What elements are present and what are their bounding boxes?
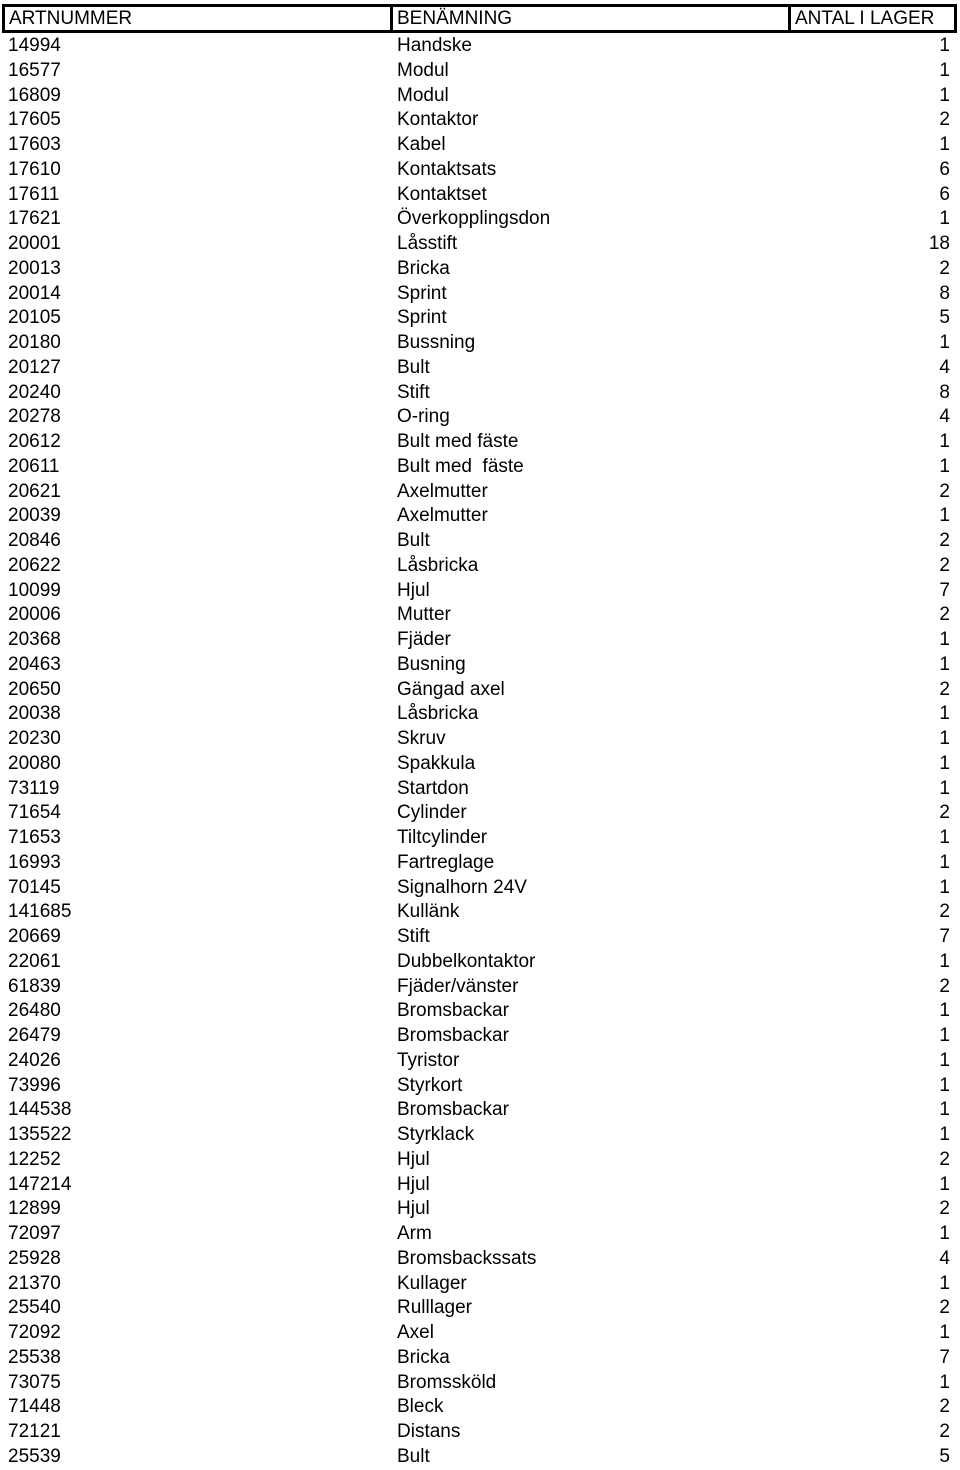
table-row	[0, 1247, 960, 1272]
table-row	[0, 876, 960, 901]
antal-cell: 4	[939, 356, 950, 378]
antal-cell: 2	[939, 802, 950, 824]
table-row	[0, 1445, 960, 1470]
artnummer-cell: 20013	[8, 257, 61, 279]
antal-cell: 2	[939, 554, 950, 576]
artnummer-cell: 26479	[8, 1025, 61, 1046]
artnummer-cell: 144538	[8, 1099, 72, 1121]
antal-cell: 2	[939, 1297, 950, 1319]
table-row	[0, 504, 960, 529]
artnummer-cell: 25538	[8, 1346, 61, 1368]
antal-cell: 1	[939, 851, 950, 873]
antal-cell: 1	[939, 950, 950, 972]
antal-cell: 2	[939, 480, 950, 502]
artnummer-cell: 20463	[8, 653, 61, 675]
table-row	[0, 727, 960, 752]
table-row	[0, 1123, 960, 1148]
table-row	[0, 702, 960, 727]
antal-cell: 2	[939, 530, 950, 551]
artnummer-cell: 17611	[8, 183, 60, 205]
artnummer-cell: 20038	[8, 703, 61, 725]
benamning-cell: Axelmutter	[397, 505, 488, 527]
benamning-cell: Sprint	[397, 307, 447, 329]
artnummer-cell: 20622	[8, 554, 61, 576]
antal-cell: 1	[939, 752, 950, 774]
table-row	[0, 1098, 960, 1123]
antal-cell: 4	[939, 406, 950, 428]
benamning-cell: Busning	[397, 653, 466, 675]
table-row	[0, 207, 960, 232]
table-row	[0, 183, 960, 208]
table-row	[0, 282, 960, 307]
benamning-cell: Modul	[397, 84, 449, 106]
antal-cell: 4	[939, 1247, 950, 1269]
benamning-cell: Överkopplingsdon	[397, 208, 551, 230]
artnummer-cell: 72092	[8, 1322, 61, 1343]
artnummer-cell: 20368	[8, 629, 61, 650]
antal-cell: 1	[939, 876, 950, 898]
antal-cell: 1	[939, 1049, 950, 1071]
antal-cell: 2	[939, 678, 950, 700]
artnummer-cell: 71448	[8, 1396, 61, 1418]
artnummer-cell: 61839	[8, 975, 61, 997]
table-row	[0, 603, 960, 628]
table-row	[0, 84, 960, 109]
artnummer-cell: 71653	[8, 827, 61, 848]
benamning-cell: Hjul	[397, 1198, 430, 1220]
artnummer-cell: 12252	[8, 1148, 61, 1170]
antal-cell: 2	[939, 109, 950, 131]
table-row	[0, 950, 960, 975]
artnummer-cell: 20039	[8, 505, 61, 527]
antal-cell: 2	[939, 1198, 950, 1220]
header-antal-i-lager: ANTAL I LAGER	[791, 7, 954, 30]
table-row	[0, 1395, 960, 1420]
antal-cell: 2	[939, 1148, 950, 1170]
artnummer-cell: 25928	[8, 1247, 61, 1269]
artnummer-cell: 72121	[8, 1421, 61, 1442]
artnummer-cell: 20006	[8, 604, 61, 626]
antal-cell: 1	[939, 431, 950, 452]
benamning-cell: Sprint	[397, 282, 447, 304]
table-row	[0, 306, 960, 331]
table-row	[0, 356, 960, 381]
table-row	[0, 1024, 960, 1049]
artnummer-cell: 20080	[8, 752, 61, 774]
table-row	[0, 158, 960, 183]
antal-cell: 2	[939, 1421, 950, 1442]
table-row	[0, 257, 960, 282]
table-row	[0, 1049, 960, 1074]
artnummer-cell: 20612	[8, 431, 61, 452]
antal-cell: 1	[939, 1000, 950, 1022]
benamning-cell: Bult med fäste	[397, 431, 519, 452]
table-row	[0, 628, 960, 653]
benamning-cell: Kabel	[397, 134, 446, 155]
table-row	[0, 1321, 960, 1346]
table-row	[0, 925, 960, 950]
table-row	[0, 133, 960, 158]
table-header	[2, 4, 957, 33]
artnummer-cell: 16993	[8, 851, 61, 873]
antal-cell: 1	[939, 505, 950, 527]
antal-cell: 1	[939, 1025, 950, 1046]
antal-cell: 6	[939, 183, 950, 205]
table-row	[0, 975, 960, 1000]
antal-cell: 5	[939, 307, 950, 329]
table-row	[0, 579, 960, 604]
benamning-cell: Startdon	[397, 777, 469, 799]
artnummer-cell: 20230	[8, 728, 61, 749]
antal-cell: 6	[939, 158, 950, 180]
benamning-cell: Stift	[397, 381, 430, 403]
benamning-cell: Hjul	[397, 1148, 430, 1170]
artnummer-cell: 71654	[8, 802, 61, 824]
benamning-cell: O-ring	[397, 406, 450, 428]
table-row	[0, 480, 960, 505]
table-row	[0, 59, 960, 84]
antal-cell: 1	[939, 728, 950, 749]
antal-cell: 1	[939, 1074, 950, 1096]
antal-cell: 1	[939, 332, 950, 353]
table-row	[0, 801, 960, 826]
table-row	[0, 900, 960, 925]
benamning-cell: Distans	[397, 1421, 461, 1442]
benamning-cell: Stift	[397, 926, 430, 947]
artnummer-cell: 17603	[8, 134, 61, 155]
table-row	[0, 381, 960, 406]
benamning-cell: Arm	[397, 1223, 432, 1244]
antal-cell: 2	[939, 901, 950, 923]
antal-cell: 7	[939, 579, 950, 601]
antal-cell: 1	[939, 1173, 950, 1195]
benamning-cell: Kontaktsats	[397, 158, 497, 180]
benamning-cell: Skruv	[397, 728, 446, 749]
benamning-cell: Gängad axel	[397, 678, 505, 700]
header-artnummer: ARTNUMMER	[5, 7, 390, 30]
artnummer-cell: 17610	[8, 158, 61, 180]
artnummer-cell: 73996	[8, 1074, 61, 1096]
header-benamning: BENÄMNING	[393, 7, 788, 30]
antal-cell: 5	[939, 1445, 950, 1467]
artnummer-cell: 25539	[8, 1445, 61, 1467]
antal-cell: 7	[939, 1346, 950, 1368]
antal-cell: 1	[939, 703, 950, 725]
table-row	[0, 1420, 960, 1445]
benamning-cell: Modul	[397, 59, 449, 81]
artnummer-cell: 70145	[8, 876, 61, 898]
artnummer-cell: 147214	[8, 1173, 72, 1195]
benamning-cell: Låsstift	[397, 233, 458, 254]
table-row	[0, 1346, 960, 1371]
table-row	[0, 777, 960, 802]
benamning-cell: Fartreglage	[397, 851, 495, 873]
antal-cell: 2	[939, 604, 950, 626]
table-row	[0, 108, 960, 133]
table-row	[0, 1074, 960, 1099]
artnummer-cell: 20621	[8, 480, 61, 502]
table-row	[0, 826, 960, 851]
antal-cell: 1	[939, 134, 950, 155]
antal-cell: 1	[939, 455, 950, 477]
table-row	[0, 752, 960, 777]
benamning-cell: Bult	[397, 1445, 430, 1467]
artnummer-cell: 12899	[8, 1198, 61, 1220]
antal-cell: 8	[939, 381, 950, 403]
antal-cell: 1	[939, 1272, 950, 1294]
antal-cell: 1	[939, 629, 950, 650]
benamning-cell: Kontaktor	[397, 109, 479, 131]
artnummer-cell: 20180	[8, 332, 61, 353]
table-row	[0, 405, 960, 430]
antal-cell: 2	[939, 257, 950, 279]
benamning-cell: Hjul	[397, 1173, 430, 1195]
artnummer-cell: 20669	[8, 926, 61, 947]
benamning-cell: Styrkort	[397, 1074, 463, 1096]
artnummer-cell: 14994	[8, 35, 61, 56]
artnummer-cell: 20650	[8, 678, 61, 700]
benamning-cell: Fjäder	[397, 629, 451, 650]
table-body	[0, 34, 960, 1470]
artnummer-cell: 20127	[8, 356, 61, 378]
benamning-cell: Bromsbackar	[397, 1000, 509, 1022]
artnummer-cell: 10099	[8, 579, 61, 601]
benamning-cell: Axel	[397, 1322, 434, 1343]
benamning-cell: Bromsbackar	[397, 1025, 509, 1046]
benamning-cell: Bricka	[397, 257, 450, 279]
antal-cell: 1	[939, 653, 950, 675]
antal-cell: 1	[939, 208, 950, 230]
table-row	[0, 1148, 960, 1173]
antal-cell: 1	[939, 777, 950, 799]
table-row	[0, 1173, 960, 1198]
antal-cell: 1	[939, 1099, 950, 1121]
artnummer-cell: 20105	[8, 307, 61, 329]
antal-cell: 7	[939, 926, 950, 947]
table-row	[0, 1222, 960, 1247]
benamning-cell: Fjäder/vänster	[397, 975, 519, 997]
benamning-cell: Låsbricka	[397, 554, 479, 576]
benamning-cell: Kontaktset	[397, 183, 487, 205]
antal-cell: 1	[939, 1322, 950, 1343]
table-row	[0, 529, 960, 554]
artnummer-cell: 17621	[8, 208, 61, 230]
benamning-cell: Rulllager	[397, 1297, 472, 1319]
antal-cell: 8	[939, 282, 950, 304]
artnummer-cell: 24026	[8, 1049, 61, 1071]
benamning-cell: Styrklack	[397, 1124, 475, 1145]
benamning-cell: Bult	[397, 530, 430, 551]
benamning-cell: Bromssköld	[397, 1371, 497, 1393]
benamning-cell: Bussning	[397, 332, 476, 353]
artnummer-cell: 73119	[8, 777, 60, 799]
antal-cell: 1	[939, 827, 950, 848]
benamning-cell: Dubbelkontaktor	[397, 950, 536, 972]
artnummer-cell: 20240	[8, 381, 61, 403]
benamning-cell: Bult	[397, 356, 430, 378]
artnummer-cell: 20611	[8, 455, 60, 477]
artnummer-cell: 25540	[8, 1297, 61, 1319]
artnummer-cell: 73075	[8, 1371, 61, 1393]
benamning-cell: Spakkula	[397, 752, 476, 774]
benamning-cell: Bricka	[397, 1346, 450, 1368]
table-row	[0, 999, 960, 1024]
table-row	[0, 554, 960, 579]
artnummer-cell: 22061	[8, 950, 61, 972]
artnummer-cell: 141685	[8, 901, 72, 923]
table-row	[0, 851, 960, 876]
artnummer-cell: 21370	[8, 1272, 61, 1294]
table-row	[0, 678, 960, 703]
table-row	[0, 653, 960, 678]
table-row	[0, 455, 960, 480]
antal-cell: 1	[939, 1223, 950, 1244]
antal-cell: 1	[939, 84, 950, 106]
benamning-cell: Cylinder	[397, 802, 467, 824]
benamning-cell: Bult med fäste	[397, 455, 524, 477]
artnummer-cell: 72097	[8, 1223, 61, 1244]
table-row	[0, 1197, 960, 1222]
antal-cell: 1	[939, 1124, 950, 1145]
artnummer-cell: 20278	[8, 406, 61, 428]
artnummer-cell: 26480	[8, 1000, 61, 1022]
table-row	[0, 430, 960, 455]
artnummer-cell: 17605	[8, 109, 61, 131]
table-row	[0, 331, 960, 356]
antal-cell: 1	[939, 1371, 950, 1393]
table-row	[0, 232, 960, 257]
artnummer-cell: 20014	[8, 282, 61, 304]
benamning-cell: Kullager	[397, 1272, 467, 1294]
benamning-cell: Bromsbackssats	[397, 1247, 537, 1269]
table-row	[0, 1371, 960, 1396]
artnummer-cell: 20001	[8, 233, 61, 254]
antal-cell: 2	[939, 1396, 950, 1418]
antal-cell: 2	[939, 975, 950, 997]
benamning-cell: Axelmutter	[397, 480, 488, 502]
antal-cell: 1	[939, 35, 950, 56]
antal-cell: 1	[939, 59, 950, 81]
table-row	[0, 1272, 960, 1297]
benamning-cell: Mutter	[397, 604, 451, 626]
benamning-cell: Bleck	[397, 1396, 444, 1418]
artnummer-cell: 16809	[8, 84, 61, 106]
table-row	[0, 34, 960, 59]
artnummer-cell: 16577	[8, 59, 61, 81]
benamning-cell: Hjul	[397, 579, 430, 601]
benamning-cell: Bromsbackar	[397, 1099, 509, 1121]
benamning-cell: Kullänk	[397, 901, 460, 923]
table-row	[0, 1296, 960, 1321]
artnummer-cell: 20846	[8, 530, 61, 551]
benamning-cell: Signalhorn 24V	[397, 876, 527, 898]
benamning-cell: Handske	[397, 35, 472, 56]
benamning-cell: Tyristor	[397, 1049, 460, 1071]
antal-cell: 18	[928, 233, 950, 254]
benamning-cell: Låsbricka	[397, 703, 479, 725]
benamning-cell: Tiltcylinder	[397, 827, 488, 848]
artnummer-cell: 135522	[8, 1124, 72, 1145]
